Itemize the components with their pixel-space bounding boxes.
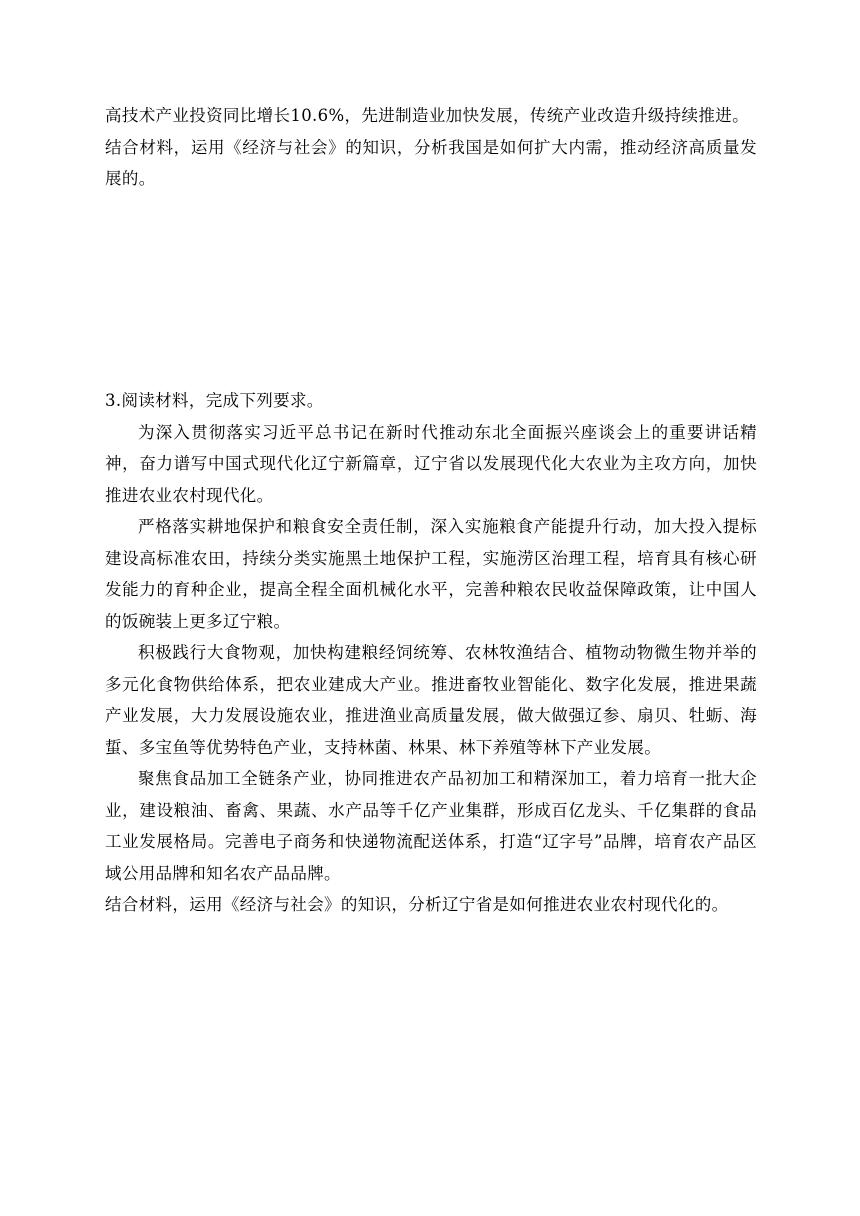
question-3-heading: 3.阅读材料，完成下列要求。 [105,391,324,410]
previous-question-prompt: 结合材料，运用《经济与社会》的知识，分析我国是如何扩大内需，推动经济高质量发展的。 [105,137,757,188]
material-paragraph-2: 严格落实耕地保护和粮食安全责任制，深入实施粮食产能提升行动，加大投入提标建设高标准农田，持续分类实施黑土地保护工程，实施涝区治理工程，培育具有核心研发能力的育种企业，提高全程全面机械化水平，完善种粮农民收益保障政策，让中国人的饭碗装上更多辽宁粮。 [105,517,757,631]
question-3-prompt: 结合材料，运用《经济与社会》的知识，分析辽宁省是如何推进农业农村现代化的。 [105,895,729,914]
previous-question-section [105,100,757,195]
material-paragraph-4: 聚焦食品加工全链条产业，协同推进农产品初加工和精深加工，着力培育一批大企业，建设粮油、畜禽、果蔬、水产品等千亿产业集群，形成百亿龙头、千亿集群的食品工业发展格局。完善电子商务和快递物流配送体系，打造“辽字号”品牌，培育农产品区域公用品牌和知名农产品品牌。 [105,769,757,883]
question-3-section [105,385,757,921]
material-paragraph-3: 积极践行大食物观，加快构建粮经饲统筹、农林牧渔结合、植物动物微生物并举的多元化食物供给体系，把农业建成大产业。推进畜牧业智能化、数字化发展，推进果蔬产业发展，大力发展设施农业，推进渔业高质量发展，做大做强辽参、扇贝、牡蛎、海蜇、多宝鱼等优势特色产业，支持林菌、林果、林下养殖等林下产业发展。 [105,643,757,757]
material-paragraph-1: 为深入贯彻落实习近平总书记在新时代推动东北全面振兴座谈会上的重要讲话精神，奋力谱写中国式现代化辽宁新篇章，辽宁省以发展现代化大农业为主攻方向，加快推进农业农村现代化。 [105,422,757,505]
previous-material-tail: 高技术产业投资同比增长10.6%，先进制造业加快发展，传统产业改造升级持续推进。 [105,106,749,125]
